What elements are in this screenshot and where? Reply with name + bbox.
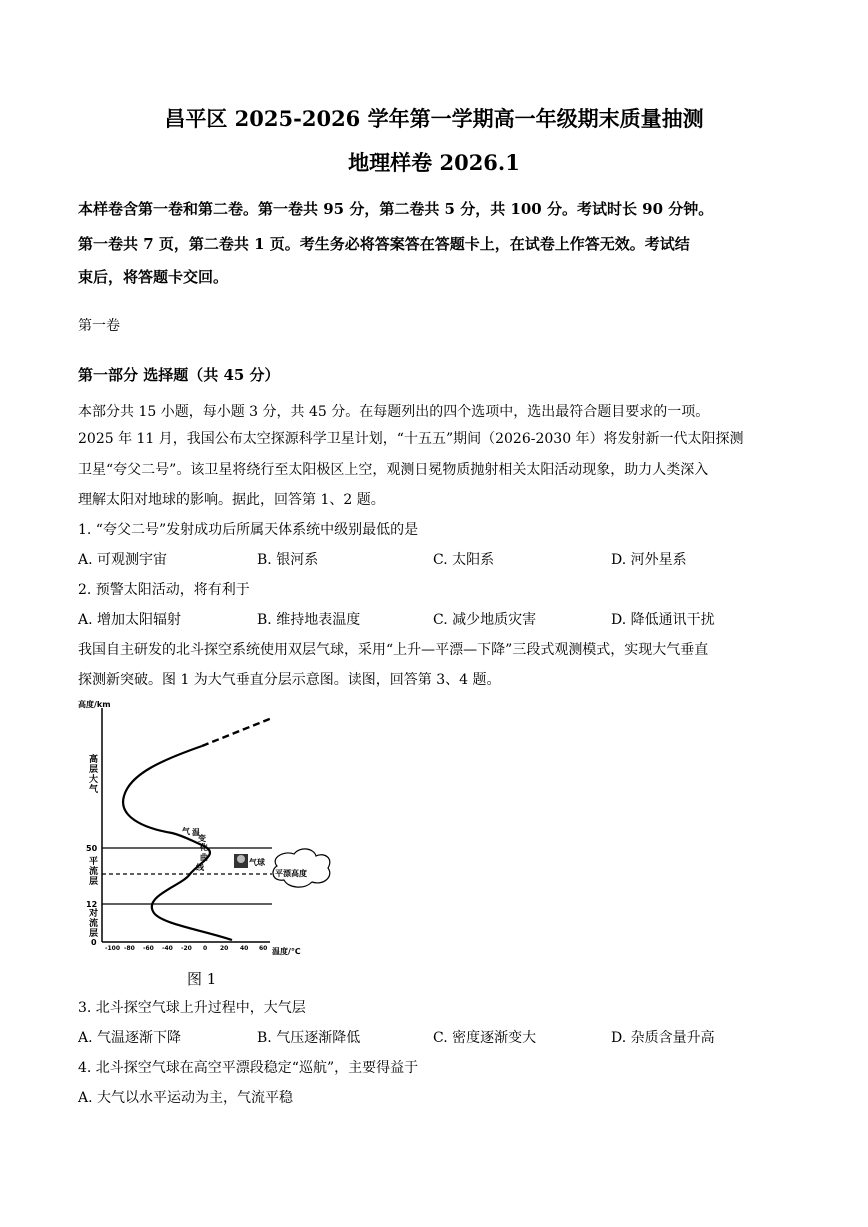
instructions-line-2: 第一卷共 7 页，第二卷共 1 页。考生务必将答案答在答题卡上，在试卷上作答无效。考试结 [78,235,690,253]
x-tick: 0 [203,945,208,952]
y-tick-0: 0 [91,938,97,947]
instructions-line-1: 本样卷含第一卷和第二卷。第一卷共 95 分，第二卷共 5 分，共 100 分。考试时长 90 分钟。 [78,200,714,218]
temperature-curve [123,746,232,940]
x-axis-label: 温度/℃ [272,947,301,956]
passage1-line-2: 卫星“夸父二号”。该卫星将绕行至太阳极区上空，观测日冕物质抛射相关太阳活动现象，助力人类深入 [78,462,709,478]
y-tick-50: 50 [86,844,98,853]
layer-upper-label: 高层大气 [89,755,99,795]
question-3-option-a: A. 气温逐渐下降 [78,1030,182,1046]
question-4-option-a: A. 大气以水平运动为主，气流平稳 [78,1090,294,1106]
x-tick: -40 [162,945,173,952]
x-tick: -20 [181,945,192,952]
y-tick-12: 12 [86,900,98,909]
passage2-line-2: 探测新突破。图 1 为大气垂直分层示意图。读图，回答第 3、4 题。 [78,672,501,688]
volume-label: 第一卷 [78,318,120,334]
x-tick: -60 [143,945,154,952]
layer-tropo-label: 对流层 [89,909,99,939]
temperature-curve-extension [202,718,272,746]
passage1-line-3: 理解太阳对地球的影响。据此，回答第 1、2 题。 [78,492,385,508]
question-2-option-a: A. 增加太阳辐射 [78,612,182,628]
question-1-stem: 1. “夸父二号”发射成功后所属天体系统中级别最低的是 [78,522,419,538]
instructions-line-3: 束后，将答题卡交回。 [78,268,229,286]
curve-label: 气 温变化曲线 [182,827,208,872]
question-2-option-d: D. 降低通讯干扰 [611,612,715,628]
passage1-line-1: 2025 年 11 月，我国公布太空探源科学卫星计划，“十五五”期间（2026-2030 年）将发射新一代太阳探测 [78,431,744,447]
question-3-option-d: D. 杂质含量升高 [611,1030,715,1046]
question-3-stem: 3. 北斗探空气球上升过程中，大气层 [78,1000,306,1016]
passage2-line-1: 我国自主研发的北斗探空系统使用双层气球，采用“上升—平漂—下降”三段式观测模式，实现大气垂直 [78,642,709,658]
exam-subtitle: 地理样卷 2026.1 [348,150,520,175]
question-1-option-d: D. 河外星系 [611,552,687,568]
y-axis-label: 高度/km [78,700,111,709]
question-2-stem: 2. 预警太阳活动，将有利于 [78,582,250,598]
question-3-option-c: C. 密度逐渐变大 [433,1030,537,1046]
question-4-stem: 4. 北斗探空气球在高空平漂段稳定“巡航”，主要得益于 [78,1060,419,1076]
x-tick: 60 [259,945,268,952]
x-tick: 40 [240,945,249,952]
float-altitude-label: 平漂高度 [275,869,307,878]
question-2-option-b: B. 维持地表温度 [257,612,361,628]
question-3-option-b: B. 气压逐渐降低 [257,1030,361,1046]
atmosphere-layer-figure [72,698,372,963]
x-tick: -100 [105,945,121,952]
figure-caption: 图 1 [187,970,217,988]
layer-strat-label: 平流层 [89,857,99,887]
x-tick: 20 [220,945,229,952]
balloon-label: 气球 [249,858,265,867]
part-heading: 第一部分 选择题（共 45 分） [78,366,280,384]
cloud-shape [273,849,330,887]
question-2-option-c: C. 减少地质灾害 [433,612,537,628]
x-tick: -80 [124,945,135,952]
exam-title: 昌平区 2025-2026 学年第一学期高一年级期末质量抽测 [164,106,704,131]
question-1-option-c: C. 太阳系 [433,552,495,568]
question-1-option-a: A. 可观测宇宙 [78,552,168,568]
part-intro: 本部分共 15 小题，每小题 3 分，共 45 分。在每题列出的四个选项中，选出最符合题目要求的一项。 [78,404,710,420]
question-1-option-b: B. 银河系 [257,552,319,568]
